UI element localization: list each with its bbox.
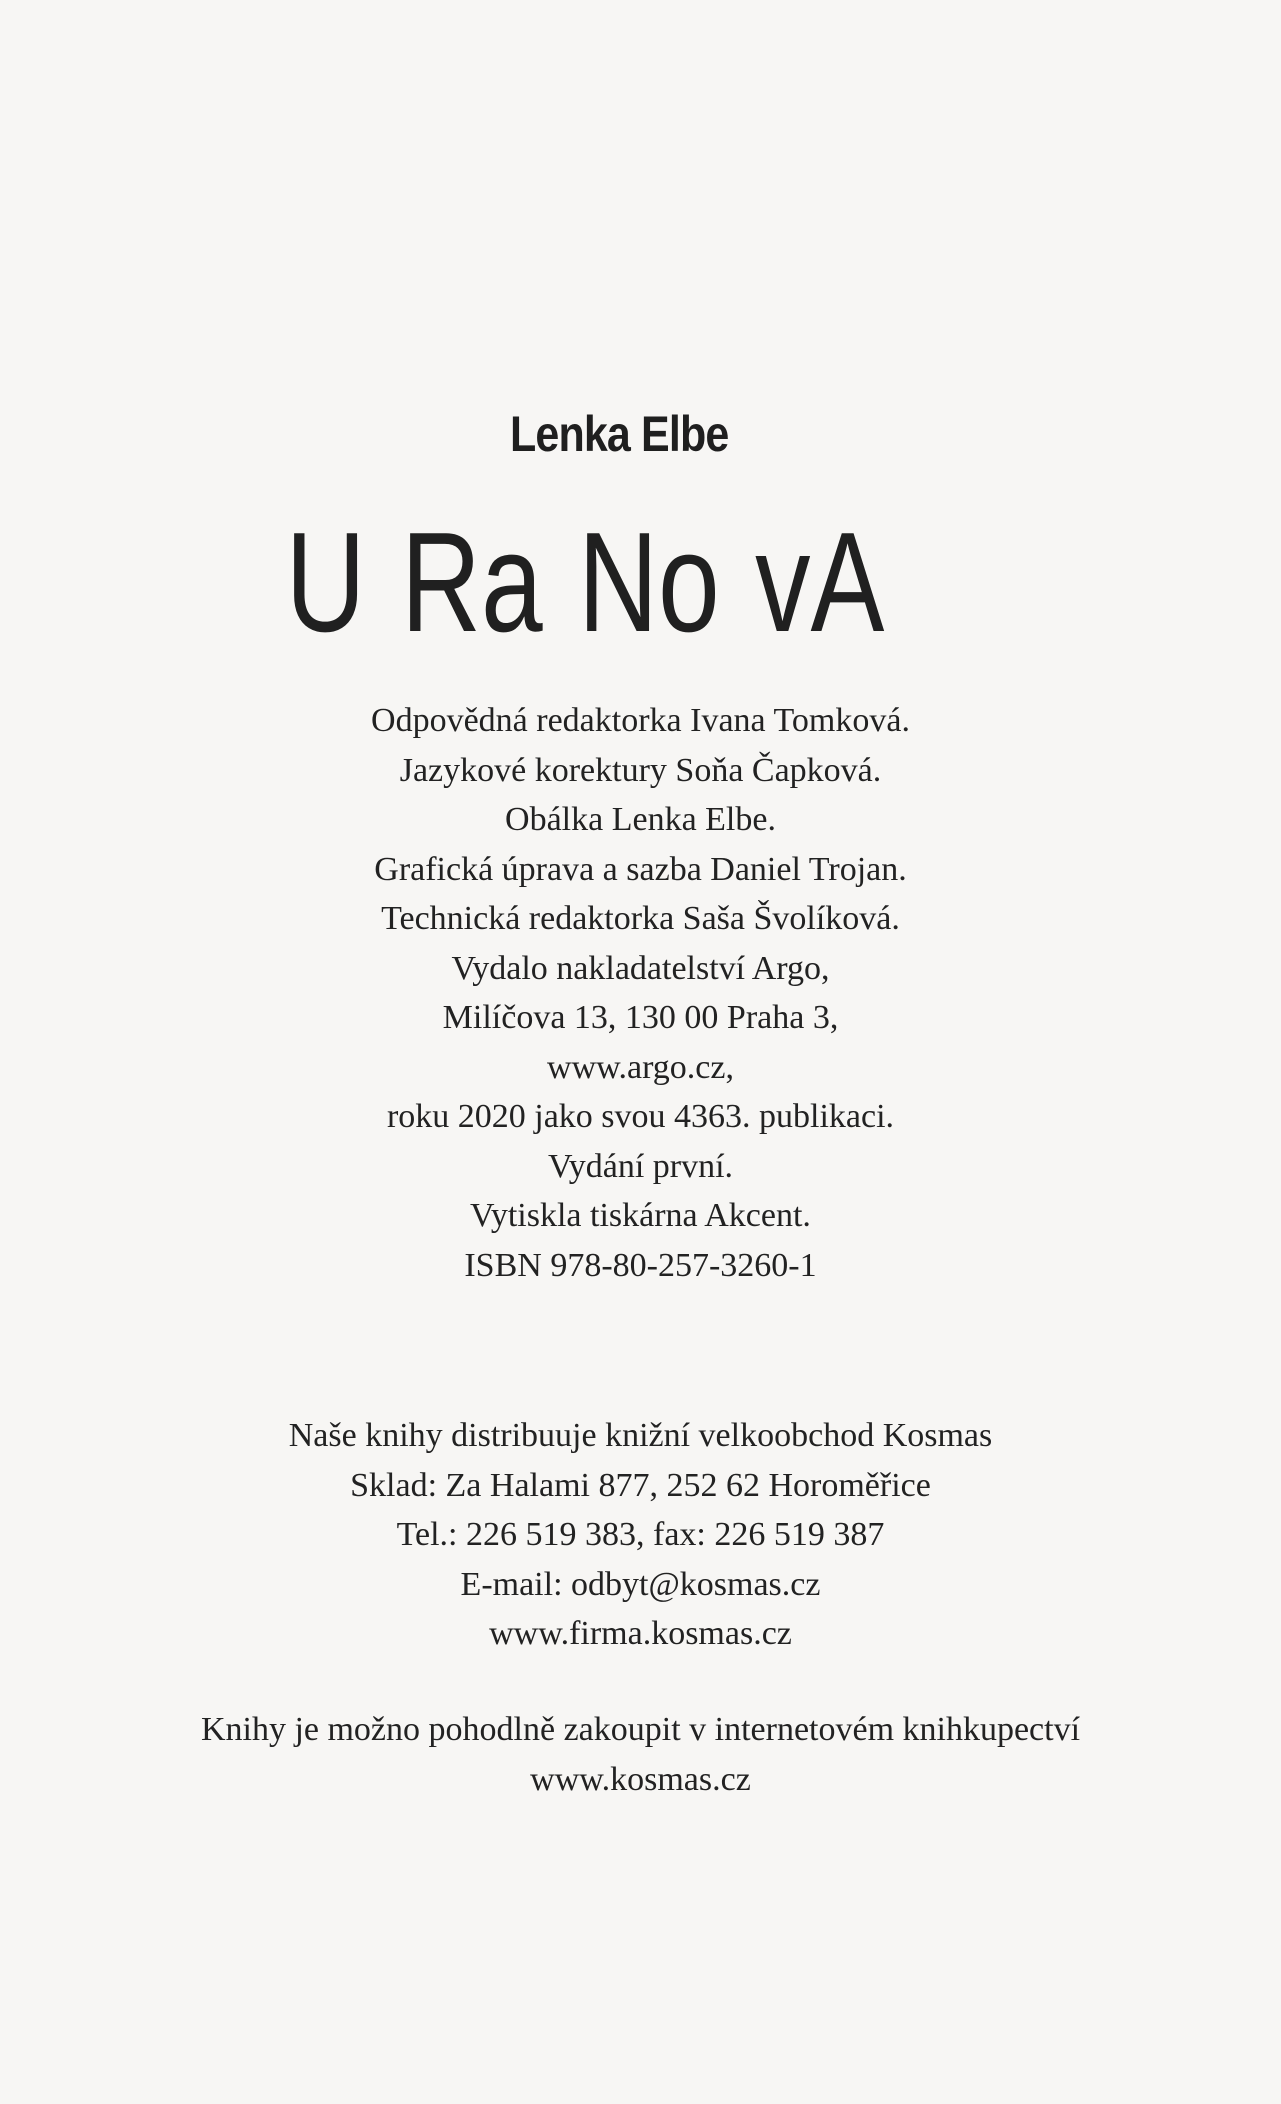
credit-line: Technická redaktorka Saša Švolíková.	[381, 900, 900, 937]
book-title: U Ra No vA	[285, 503, 885, 662]
distribution-line: Naše knihy distribuuje knižní velkoobchod Kosmas	[288, 1417, 993, 1454]
shop-website: www.kosmas.cz	[530, 1760, 751, 1798]
credit-line: www.argo.cz,	[547, 1048, 734, 1086]
credit-line: Vytiskla tiskárna Akcent.	[470, 1197, 811, 1234]
distribution-line: Tel.: 226 519 383, fax: 226 519 387	[396, 1516, 885, 1553]
show-through-heading	[0, 200, 1281, 280]
credit-line: Milíčova 13, 130 00 Praha 3,	[442, 999, 839, 1036]
shop-line: Knihy je možno pohodlně zakoupit v internetovém knihkupectví	[200, 1711, 1081, 1748]
author-name: Lenka Elbe	[509, 406, 729, 462]
credit-line: roku 2020 jako svou 4363. publikaci.	[386, 1098, 895, 1135]
distribution-email: E-mail: odbyt@kosmas.cz	[460, 1565, 821, 1603]
credits-block	[0, 696, 1281, 1290]
credit-line: Odpovědná redaktorka Ivana Tomková.	[371, 702, 910, 739]
distribution-block	[0, 1411, 1281, 1659]
isbn: ISBN 978-80-257-3260-1	[464, 1246, 817, 1284]
credit-line: Vydání první.	[547, 1147, 734, 1185]
distribution-line: Sklad: Za Halami 877, 252 62 Horoměřice	[350, 1466, 931, 1504]
distribution-website: www.firma.kosmas.cz	[489, 1615, 792, 1652]
credit-line: Grafická úprava a sazba Daniel Trojan.	[374, 850, 907, 888]
credit-line: Vydalo nakladatelství Argo,	[451, 949, 830, 987]
shop-block	[0, 1705, 1281, 1804]
credit-line: Jazykové korektury Soňa Čapková.	[399, 751, 882, 789]
credit-line: Obálka Lenka Elbe.	[505, 801, 776, 838]
